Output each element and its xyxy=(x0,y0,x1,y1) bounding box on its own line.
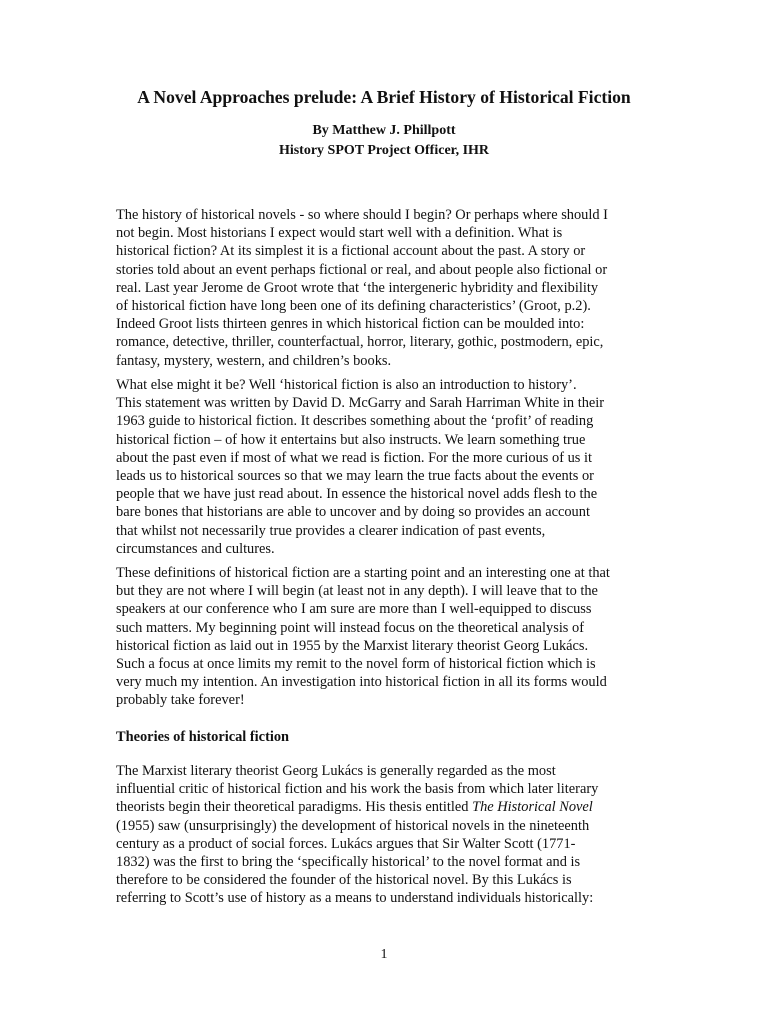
text-line: 1832) was the first to bring the ‘specifically historical’ to the novel format and is xyxy=(116,854,581,871)
text-line: speakers at our conference who I am sure are more than I well-equipped to discuss xyxy=(116,601,592,618)
text-line: bare bones that historians are able to uncover and by doing so provides an account xyxy=(116,504,590,521)
text-line: stories told about an event perhaps fictional or real, and about people also fictional or xyxy=(116,261,608,278)
text-line: The Marxist literary theorist Georg Lukács is generally regarded as the most xyxy=(116,763,556,779)
author-position: History SPOT Project Officer, IHR xyxy=(278,143,490,158)
text-line: What else might it be? Well ‘historical fiction is also an introduction to history’. xyxy=(116,377,577,393)
byline xyxy=(0,121,768,161)
text-line: The history of historical novels - so where should I begin? Or perhaps where should I xyxy=(116,207,608,223)
text-line: of historical fiction have long been one of its defining characteristics’ (Groot, p.2). xyxy=(116,298,591,315)
text-line-with-italic xyxy=(116,798,656,816)
book-title-italic: The Historical Novel xyxy=(472,799,593,816)
paragraph-4 xyxy=(116,762,656,908)
text-line: Such a focus at once limits my remit to the novel form of historical fiction which is xyxy=(116,656,596,673)
text-line: These definitions of historical fiction are a starting point and an interesting one at that xyxy=(116,565,610,581)
text-line: that whilst not necessarily true provides a clearer indication of past events, xyxy=(116,522,546,539)
text-line: Indeed Groot lists thirteen genres in which historical fiction can be moulded into: xyxy=(116,316,585,333)
paragraph-3 xyxy=(116,564,656,710)
text-line: such matters. My beginning point will instead focus on the theoretical analysis of xyxy=(116,619,584,636)
document-title: A Novel Approaches prelude: A Brief History of Historical Fiction xyxy=(137,87,631,107)
text-line: real. Last year Jerome de Groot wrote that ‘the intergeneric hybridity and flexibility xyxy=(116,279,599,296)
paragraph-2 xyxy=(116,376,656,558)
text-line: people that we have just read about. In essence the historical novel adds flesh to the xyxy=(116,486,598,503)
text-line: century as a product of social forces. Lukács argues that Sir Walter Scott (1771- xyxy=(116,835,576,852)
author-name: By Matthew J. Phillpott xyxy=(312,123,456,138)
text-line: romance, detective, thriller, counterfactual, horror, literary, gothic, postmodern, epic, xyxy=(116,334,604,351)
page-number: 1 xyxy=(380,947,388,962)
text-line: influential critic of historical fiction and his work the basis from which later literary xyxy=(116,781,599,798)
text-line: referring to Scott’s use of history as a means to understand individuals historically: xyxy=(116,890,594,907)
text-line: (1955) saw (unsurprisingly) the development of historical novels in the nineteenth xyxy=(116,817,590,834)
text-line: but they are not where I will begin (at least not in any depth). I will leave that to the xyxy=(116,583,598,600)
text-line: probably take forever! xyxy=(116,692,245,709)
text-line: leads us to historical sources so that we may learn the true facts about the events or xyxy=(116,468,594,485)
text-fragment: theorists begin their theoretical paradigms. His thesis entitled xyxy=(116,799,473,816)
text-line: not begin. Most historians I expect would start well with a definition. What is xyxy=(116,225,563,242)
text-line: about the past even if most of what we read is fiction. For the more curious of us it xyxy=(116,449,592,466)
text-line: therefore to be considered the founder of the historical novel. By this Lukács is xyxy=(116,872,572,889)
text-line: historical fiction as laid out in 1955 by the Marxist literary theorist Georg Lukács. xyxy=(116,637,589,654)
section-heading: Theories of historical fiction xyxy=(116,729,290,745)
text-line: fantasy, mystery, western, and children’s books. xyxy=(116,352,392,369)
text-line: This statement was written by David D. McGarry and Sarah Harriman White in their xyxy=(116,395,605,412)
text-line: historical fiction? At its simplest it is a fictional account about the past. A story or xyxy=(116,243,586,260)
text-line: very much my intention. An investigation into historical fiction in all its forms would xyxy=(116,674,607,691)
text-line: circumstances and cultures. xyxy=(116,540,275,557)
text-line: 1963 guide to historical fiction. It describes something about the ‘profit’ of reading xyxy=(116,413,594,430)
text-line: historical fiction – of how it entertains but also instructs. We learn something true xyxy=(116,431,586,448)
paragraph-1 xyxy=(116,206,656,370)
